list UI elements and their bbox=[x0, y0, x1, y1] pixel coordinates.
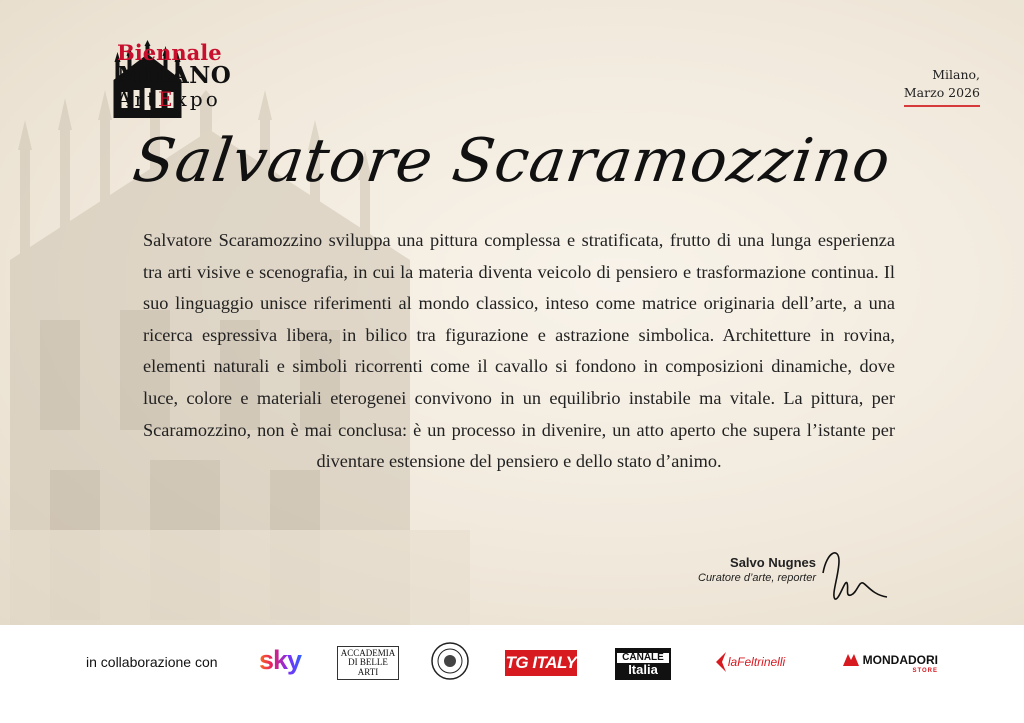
logo-line-artexpo: ArtExpo bbox=[117, 87, 221, 111]
place-date: Marzo 2026 bbox=[904, 84, 980, 107]
signatory-block bbox=[664, 555, 816, 584]
mondadori-mark-icon bbox=[843, 654, 859, 666]
place-and-date bbox=[904, 66, 980, 107]
logo-line-biennale: Biennale bbox=[117, 40, 222, 65]
sky-logo: sky bbox=[255, 640, 305, 680]
tg-italy-logo: TG ITALY bbox=[505, 650, 577, 676]
signatory-name: Salvo Nugnes bbox=[730, 555, 816, 570]
handwritten-signature bbox=[815, 543, 890, 603]
mondadori-logo: MONDADORI STORE bbox=[828, 648, 938, 678]
artist-name-title: Salvatore Scaramozzino bbox=[128, 126, 896, 196]
canale-italia-logo: CANALE Italia bbox=[615, 648, 671, 680]
accademia-logo: ACCADEMIA DI BELLE ARTI bbox=[342, 644, 394, 682]
feltrinelli-mark-icon bbox=[714, 652, 728, 672]
place-city: Milano, bbox=[932, 67, 980, 82]
collaboration-label: in collaborazione con bbox=[86, 654, 218, 670]
logo-line-milano: MILANO bbox=[117, 62, 232, 89]
feltrinelli-logo: laFeltrinelli bbox=[707, 647, 792, 677]
artist-biography: Salvatore Scaramozzino sviluppa una pittura complessa e stratificata, frutto di una lunga esperienza tra arti visive e scenografia, in cui la materia diventa veicolo di pensiero e trasformazione continua. Il suo linguaggio unisce riferimenti al mondo classico, inteso come matrice originaria dell’arte, a una ricerca espressiva libera, in bilico tra figurazione e astrazione simbolica. Architetture in rovina, elementi naturali e simboli ricorrenti come il cavallo si fondono in composizioni dinamiche, dove luce, colore e materiali eterogenei convivono in un equilibrio instabile ma vitale. La pittura, per Scaramozzino, non è mai conclusa: è un processo in divenire, un atto aperto che supera l’istante per diventare estensione del pensiero e dello stato d’animo. bbox=[143, 230, 895, 472]
university-seal-icon bbox=[430, 641, 470, 681]
signatory-role: Curatore d’arte, reporter bbox=[698, 572, 816, 584]
biennale-logo-text bbox=[117, 42, 231, 109]
